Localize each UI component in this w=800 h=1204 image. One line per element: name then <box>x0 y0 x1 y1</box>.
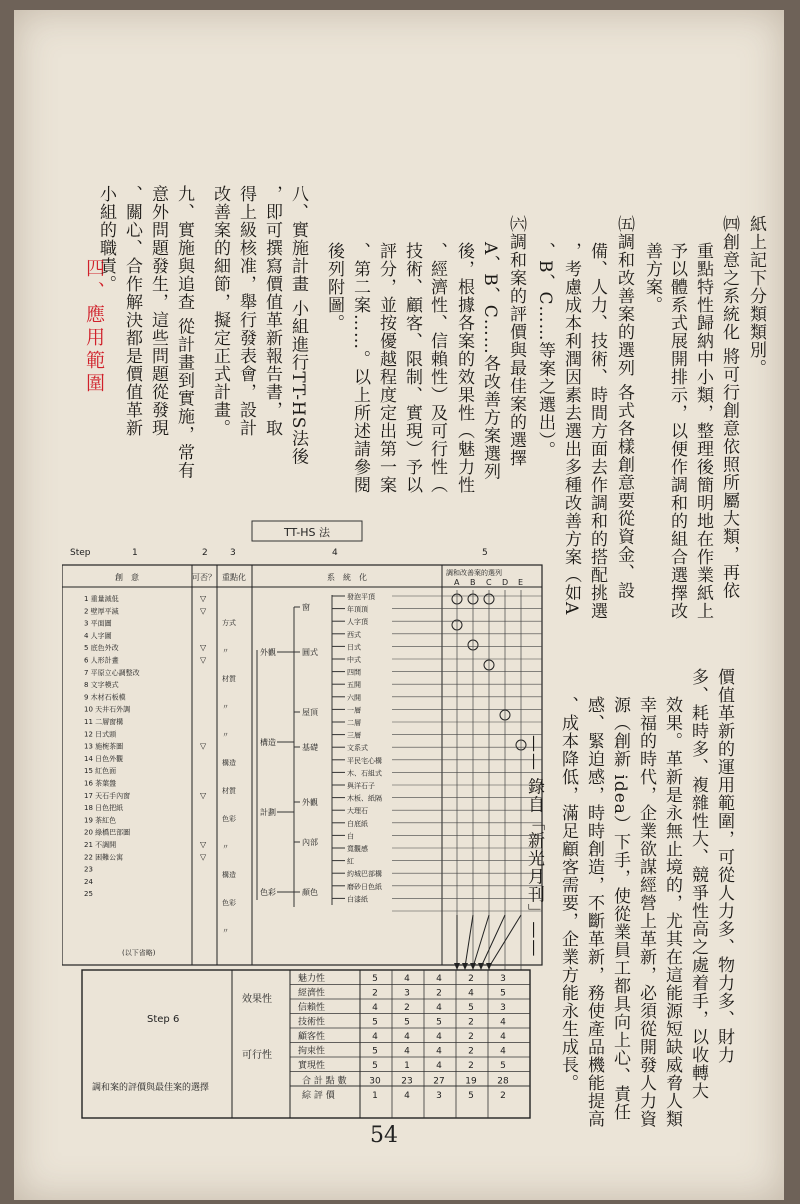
score-cell: 4 <box>404 974 410 984</box>
rank-cell: 1 <box>372 1091 378 1101</box>
tree-level2: 內部 <box>302 838 318 847</box>
text-column: 善方案。 <box>642 242 662 314</box>
text-column: 技術、顧客、限制、實現）予以 <box>402 242 422 494</box>
tree-level3: 平民宅心構 <box>347 756 382 765</box>
text-column: 備、人力、技術、時間方面去作調和的搭配挑選 <box>587 242 607 620</box>
option-letter: A <box>454 578 460 587</box>
step-number: 2 <box>202 548 208 558</box>
priority-label: 〃 <box>222 703 229 711</box>
text-column: 意外問題發生，這些問題從發現 <box>148 185 168 437</box>
tree-level2: 窗 <box>302 603 310 612</box>
text-column: A、B、C……各改善方案選列 <box>480 242 500 481</box>
quote-column: 效果。革新是永無止境的，尤其在這能源短缺威脅人類 <box>662 696 682 1128</box>
text-column: 八、實施計畫 小組進行TT-HS法後 <box>288 185 308 466</box>
idea-row: 11 二層窗構 <box>84 718 124 726</box>
rank-cell: 2 <box>500 1091 506 1101</box>
tree-level1: 色彩 <box>260 888 276 897</box>
tree-level3: 寬觀感 <box>347 845 368 853</box>
score-cell: 4 <box>436 974 442 984</box>
idea-row: 5 底色外改 <box>84 644 119 653</box>
tree-level3: 磨砂日色紙 <box>347 882 382 891</box>
priority-label: 色彩 <box>222 899 236 907</box>
tree-level3: 年頂頂 <box>347 605 368 614</box>
idea-row: 15 紅色面 <box>84 767 117 776</box>
tree-level3: 約城巴部構 <box>347 870 382 879</box>
score-cell: 5 <box>500 988 506 999</box>
priority-label: 〃 <box>222 927 229 935</box>
idea-row: 1 重量減低 <box>84 595 119 603</box>
text-column: ，考慮成本利潤因素去選出多種改善方案（如A <box>561 242 581 616</box>
step-number: 4 <box>332 548 338 558</box>
eval-step-label: Step 6 <box>147 1014 180 1025</box>
idea-row: 20 綠橋巴部圖 <box>84 828 131 837</box>
diagram-frame <box>62 565 542 965</box>
total-label: 合 計 點 數 <box>302 1076 347 1087</box>
tree-level3: 五開 <box>347 681 361 690</box>
option-letter: C <box>486 578 492 587</box>
arrow-line <box>465 915 473 967</box>
tree-level3: 三層 <box>347 731 361 740</box>
score-cell: 5 <box>500 1061 506 1071</box>
tree-level2: 外觀 <box>302 798 318 807</box>
rank-cell: 5 <box>468 1091 474 1101</box>
score-cell: 2 <box>436 988 442 999</box>
rank-label: 綜 評 價 <box>302 1091 335 1101</box>
idea-row: 22 困難公寓 <box>84 853 124 862</box>
column-header: 系 統 化 <box>327 573 367 582</box>
text-column: ㈣創意之系統化 將可行創意依照所屬大類，再依 <box>719 215 739 600</box>
tree-level2: 基礎 <box>302 743 318 752</box>
text-column: 、第二案……。以上所述請參閱 <box>350 242 370 494</box>
idea-row: 21 不調開 <box>84 841 117 849</box>
text-column: 九、實施與追查 從計畫到實施，常有 <box>174 185 194 480</box>
score-cell: 5 <box>372 974 378 984</box>
tree-level2: 屋頂 <box>302 708 318 717</box>
tree-level3: 六開 <box>347 693 361 702</box>
text-column: ㈤調和改善案的選列 各式各樣創意要從資金、設 <box>614 215 634 600</box>
tree-level3: 大理石 <box>347 807 368 816</box>
tree-level3: 木板、紙隔 <box>347 794 382 803</box>
score-cell: 5 <box>436 1017 442 1028</box>
arrow-head <box>454 963 460 970</box>
criterion-label: 實現性 <box>298 1061 326 1071</box>
step-label: Step <box>70 548 91 558</box>
book-page <box>14 10 784 1200</box>
score-cell: 2 <box>468 974 474 984</box>
score-cell: 2 <box>468 1017 474 1028</box>
tree-level3: 文系式 <box>347 744 368 753</box>
idea-row: 3 平面圖 <box>84 619 112 628</box>
eval-group: 效果性 <box>242 994 272 1005</box>
column-header: 可否？ <box>192 573 216 582</box>
option-letter: B <box>470 578 476 587</box>
total-cell: 19 <box>465 1076 477 1087</box>
rank-cell: 4 <box>404 1091 410 1101</box>
total-cell: 30 <box>369 1076 381 1087</box>
option-letter: E <box>518 578 524 587</box>
tree-level2: 圓式 <box>302 648 318 657</box>
idea-row: 8 文字模式 <box>84 681 119 690</box>
text-column: 予以體系式展開排示，以便作調和的組合選擇改 <box>667 242 687 620</box>
tree-level3: 發泡平頂 <box>347 593 375 601</box>
score-cell: 5 <box>404 1017 410 1028</box>
arrow-line <box>481 915 505 967</box>
tree-level1: 外觀 <box>260 648 276 657</box>
priority-label: 〃 <box>222 647 229 655</box>
criterion-label: 魅力性 <box>298 974 326 984</box>
step-number: 1 <box>132 548 138 558</box>
diagram-footnote: (以下省略) <box>122 949 156 957</box>
idea-row: 6 人形計畫 <box>84 656 119 665</box>
priority-label: 材質 <box>222 675 236 683</box>
total-cell: 27 <box>433 1076 445 1087</box>
arrow-head <box>478 963 484 970</box>
arrow-line <box>473 915 489 967</box>
diagram-title: TT-HS 法 <box>284 526 330 539</box>
total-cell: 28 <box>497 1076 509 1087</box>
tree-level3: 白底紙 <box>347 819 368 828</box>
text-column: ㈥調和案的評價與最佳案的選擇 <box>506 215 526 467</box>
tree-level3: 一層 <box>347 706 361 715</box>
check-mark: ▽ <box>200 643 207 653</box>
tree-level3: 與洋石子 <box>347 782 375 790</box>
score-cell: 4 <box>436 1003 442 1013</box>
idea-row: 13 施椀茶圖 <box>84 742 124 751</box>
check-mark: ▽ <box>200 840 207 849</box>
score-cell: 2 <box>404 1003 410 1013</box>
tree-level2: 顏色 <box>302 888 318 897</box>
quote-column: 感、緊迫感，時時創造，不斷革新，務使產品機能提高 <box>584 696 604 1128</box>
score-cell: 4 <box>436 1046 442 1057</box>
idea-row: 16 茶葉盤 <box>84 779 117 788</box>
criterion-label: 顧客性 <box>298 1032 326 1042</box>
tree-level1: 計劃 <box>260 808 276 817</box>
score-cell: 2 <box>468 1032 474 1042</box>
arrow-head <box>462 963 468 970</box>
idea-row: 14 日色外觀 <box>84 754 124 763</box>
column-header: 創 意 <box>115 573 139 582</box>
text-column: 紙上記下分類類別。 <box>746 215 766 377</box>
quote-column: 源（創新 idea）下手，使從業員工都具向上心、責任 <box>610 696 630 1121</box>
quote-column: 幸福的時代，企業欲謀經營上革新，必須從開發人力資 <box>636 696 656 1128</box>
tths-diagram <box>62 515 562 1125</box>
score-cell: 4 <box>436 1032 442 1042</box>
text-column: 得上級核准，舉行發表會，設計 <box>236 185 256 437</box>
text-column: 後，根據各案的效果性（魅力性 <box>454 242 474 494</box>
option-letter: D <box>502 578 509 587</box>
tree-level3: 紅 <box>347 857 354 866</box>
section-heading: 四、應用範圍 <box>83 258 105 396</box>
idea-row: 23 <box>84 865 93 874</box>
quote-column: —— 錄自「新光月刊」—— <box>524 735 544 958</box>
quote-column: 多、耗時多、複雜性大、競爭性高之處着手，以收轉大 <box>688 668 708 1100</box>
priority-label: 方式 <box>222 619 236 627</box>
tree-level3: 日式 <box>347 643 361 652</box>
score-cell: 2 <box>468 1061 474 1071</box>
idea-row: 10 天井石外調 <box>84 705 131 714</box>
text-column: 後列附圖。 <box>324 242 344 332</box>
quote-column: 價值革新的運用範圍，可從人力多、物力多、財力 <box>714 668 734 1064</box>
text-column: ，即可撰寫價值革新報告書，取 <box>262 185 282 437</box>
arrow-head <box>470 963 476 970</box>
priority-label: 〃 <box>222 843 229 851</box>
criterion-label: 經濟性 <box>298 988 326 999</box>
idea-row: 24 <box>84 877 93 886</box>
priority-label: 〃 <box>222 731 229 739</box>
idea-row: 17 天石手內窗 <box>84 791 131 800</box>
step-number: 3 <box>230 548 236 558</box>
check-mark: ▽ <box>200 594 207 603</box>
criterion-label: 技術性 <box>298 1017 326 1028</box>
text-column: 、關心、合作解決都是價值革新 <box>122 185 142 437</box>
tree-level3: 二層 <box>347 719 361 727</box>
score-cell: 5 <box>372 1061 378 1071</box>
tree-level1: 構造 <box>260 738 276 747</box>
text-column: 、經濟性、信賴性）及可行性（ <box>427 242 447 494</box>
score-cell: 2 <box>468 1046 474 1057</box>
tree-level3: 人字頂 <box>347 618 368 627</box>
idea-row: 25 <box>84 890 93 899</box>
priority-label: 材質 <box>222 787 236 795</box>
priority-label: 色彩 <box>222 815 236 823</box>
score-cell: 2 <box>372 988 378 999</box>
criterion-label: 拘束性 <box>298 1046 326 1057</box>
text-column: 評分，並按優越程度定出第一案 <box>376 242 396 494</box>
check-mark: ▽ <box>200 606 207 616</box>
total-cell: 23 <box>401 1076 413 1087</box>
score-cell: 4 <box>468 988 474 999</box>
score-cell: 3 <box>404 988 410 999</box>
tree-level3: 四開 <box>347 668 361 677</box>
eval-header: 調和改善案的選列 <box>446 569 502 577</box>
check-mark: ▽ <box>200 655 207 665</box>
score-cell: 3 <box>500 1003 506 1013</box>
score-cell: 1 <box>404 1061 410 1071</box>
score-cell: 4 <box>500 1032 506 1042</box>
idea-row: 7 平原立心調整改 <box>84 668 140 677</box>
column-header: 重點化 <box>222 573 246 582</box>
eval-caption: 調和案的評價與最佳案的選擇 <box>92 1083 210 1093</box>
idea-row: 18 日色把紙 <box>84 804 124 813</box>
check-mark: ▽ <box>200 852 207 862</box>
score-cell: 4 <box>372 1032 378 1042</box>
tree-level3: 白漆紙 <box>347 895 368 904</box>
priority-label: 構造 <box>222 871 236 879</box>
criterion-label: 信賴性 <box>298 1003 326 1013</box>
score-cell: 4 <box>436 1061 442 1071</box>
check-mark: ▽ <box>200 790 207 800</box>
score-cell: 5 <box>372 1046 378 1057</box>
idea-row: 9 木材石板模 <box>84 693 126 702</box>
step-number: 5 <box>482 548 488 558</box>
priority-label: 構造 <box>222 759 236 767</box>
tree-level3: 木、石組式 <box>347 769 382 778</box>
eval-group: 可行性 <box>242 1050 272 1061</box>
score-cell: 4 <box>500 1046 506 1057</box>
text-column: 改善案的細節，擬定正式計畫。 <box>210 185 230 437</box>
text-column: 重點特性歸納中小類，整理後簡明地在作業紙上 <box>693 242 713 620</box>
score-cell: 5 <box>372 1017 378 1028</box>
tree-level3: 中式 <box>347 656 361 664</box>
text-column: 、B、C……等案之選出）。 <box>535 242 555 459</box>
score-cell: 4 <box>404 1032 410 1042</box>
score-cell: 4 <box>372 1003 378 1013</box>
page-number: 54 <box>370 1123 398 1148</box>
score-cell: 3 <box>500 974 506 984</box>
quote-column: 、成本降低，滿足顧客需要，企業方能永生成長。 <box>558 696 578 1092</box>
text-column: 小組的職責。 <box>96 185 116 293</box>
idea-row: 2 壁厚平減 <box>84 607 119 616</box>
arrow-head <box>486 963 492 970</box>
idea-row: 19 茶紅色 <box>84 816 117 825</box>
score-cell: 4 <box>404 1046 410 1057</box>
tree-level3: 西式 <box>347 630 361 639</box>
check-mark: ▽ <box>200 741 207 751</box>
rank-cell: 3 <box>436 1091 442 1101</box>
idea-row: 4 人字圖 <box>84 631 112 640</box>
idea-row: 12 日式頭 <box>84 730 117 739</box>
tree-level3: 白 <box>347 832 354 841</box>
score-cell: 5 <box>468 1003 474 1013</box>
score-cell: 4 <box>500 1017 506 1028</box>
